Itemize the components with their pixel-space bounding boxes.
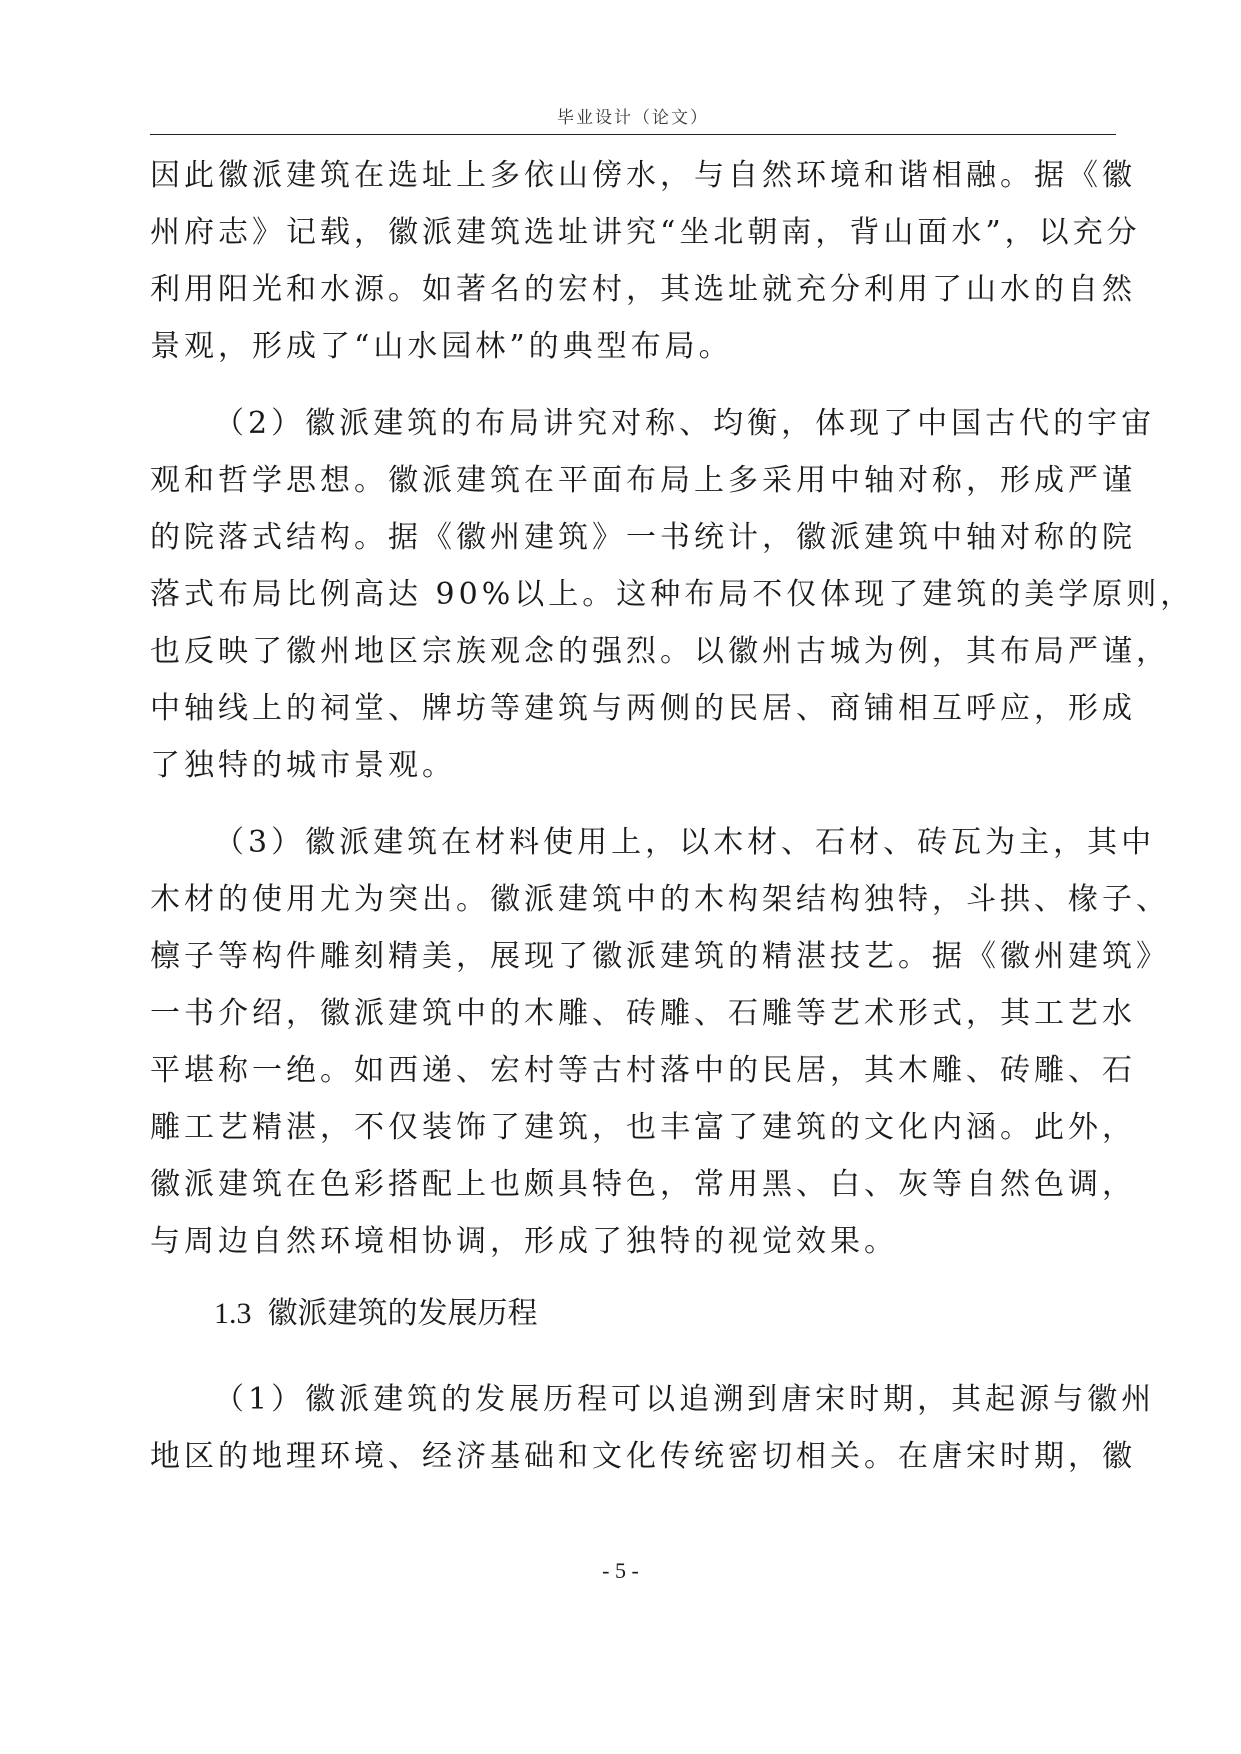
- section-title: 徽派建筑的发展历程: [267, 1296, 538, 1331]
- paragraph-line: 与周边自然环境相协调，形成了独特的视觉效果。: [150, 1224, 898, 1259]
- section-number: 1.3: [214, 1297, 252, 1330]
- paragraph-line: 檩子等构件雕刻精美，展现了徽派建筑的精湛技艺。据《徽州建筑》: [150, 939, 1170, 974]
- paragraph-line: （1）徽派建筑的发展历程可以追溯到唐宋时期，其起源与徽州: [214, 1382, 1156, 1417]
- page-number: - 5 -: [602, 1558, 639, 1583]
- paragraph-line: 景观，形成了“山水园林”的典型布局。: [150, 329, 733, 364]
- page-header-title: 毕业设计（论文）: [557, 108, 709, 128]
- paragraph-line: 一书介绍，徽派建筑中的木雕、砖雕、石雕等艺术形式，其工艺水: [150, 996, 1136, 1031]
- paragraph-line: 徽派建筑在色彩搭配上也颇具特色，常用黑、白、灰等自然色调，: [150, 1167, 1136, 1202]
- paragraph-line: 州府志》记载，徽派建筑选址讲究“坐北朝南，背山面水”，以充分: [150, 215, 1141, 250]
- paragraph-line: 观和哲学思想。徽派建筑在平面布局上多采用中轴对称，形成严谨: [150, 463, 1136, 498]
- paragraph-line: 中轴线上的祠堂、牌坊等建筑与两侧的民居、商铺相互呼应，形成: [150, 691, 1136, 726]
- paragraph-line: 也反映了徽州地区宗族观念的强烈。以徽州古城为例，其布局严谨，: [150, 634, 1170, 669]
- paragraph-line: 的院落式结构。据《徽州建筑》一书统计，徽派建筑中轴对称的院: [150, 520, 1136, 555]
- header-divider: [150, 134, 1116, 135]
- paragraph-line: 落式布局比例高达 90%以上。这种布局不仅体现了建筑的美学原则，: [150, 577, 1195, 612]
- paragraph-line: （2）徽派建筑的布局讲究对称、均衡，体现了中国古代的宇宙: [214, 406, 1156, 441]
- paragraph-line: 因此徽派建筑在选址上多依山傍水，与自然环境和谐相融。据《徽: [150, 158, 1136, 193]
- paragraph-line: 地区的地理环境、经济基础和文化传统密切相关。在唐宋时期，徽: [150, 1439, 1136, 1474]
- paragraph-line: 雕工艺精湛，不仅装饰了建筑，也丰富了建筑的文化内涵。此外，: [150, 1110, 1136, 1145]
- paragraph-line: 了独特的城市景观。: [150, 748, 456, 783]
- paragraph-line: （3）徽派建筑在材料使用上，以木材、石材、砖瓦为主，其中: [214, 825, 1156, 860]
- paragraph-line: 木材的使用尤为突出。徽派建筑中的木构架结构独特，斗拱、椽子、: [150, 882, 1170, 917]
- paragraph-line: 利用阳光和水源。如著名的宏村，其选址就充分利用了山水的自然: [150, 272, 1136, 307]
- section-heading: [214, 1294, 538, 1334]
- paragraph-line: 平堪称一绝。如西递、宏村等古村落中的民居，其木雕、砖雕、石: [150, 1053, 1136, 1088]
